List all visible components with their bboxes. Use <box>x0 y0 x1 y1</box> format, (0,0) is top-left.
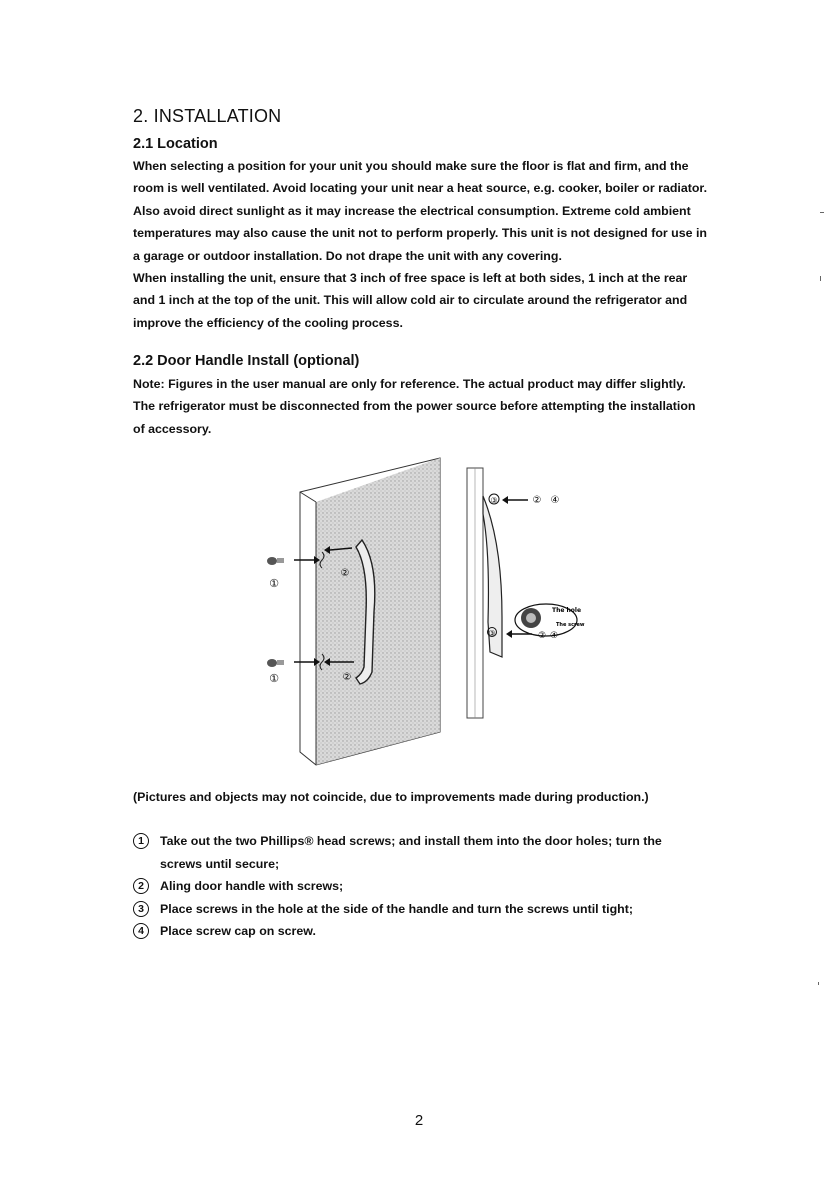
text-line: temperatures may also cause the unit not to perform properly. This unit is not designed for use in <box>133 226 707 241</box>
text-line: improve the efficiency of the cooling process. <box>133 315 403 330</box>
label-1-bottom: ① <box>269 672 279 685</box>
step-number: 1 <box>133 833 149 849</box>
text-line: of accessory. <box>133 421 212 436</box>
step-text: Place screw cap on screw. <box>160 924 316 939</box>
side-view <box>467 468 577 718</box>
step-number: 3 <box>133 901 149 917</box>
text-line: When installing the unit, ensure that 3 inch of free space is left at both sides, 1 inch at the rear <box>133 271 688 286</box>
label-2-bottom: ② <box>342 672 352 683</box>
figure-caption: (Pictures and objects may not coincide, due to improvements made during production.) <box>133 790 649 804</box>
location-title: 2.1 Location <box>133 136 218 152</box>
step-item <box>133 898 753 921</box>
label-1-top: ① <box>269 577 279 590</box>
text-line: Note: Figures in the user manual are only for reference. The actual product may differ slightly. <box>133 377 686 391</box>
text-line: When selecting a position for your unit you should make sure the floor is flat and firm, and the <box>133 159 689 173</box>
section-title: 2. INSTALLATION <box>133 106 282 126</box>
hole-label: The hole <box>552 607 582 614</box>
scan-speck <box>820 276 821 281</box>
step-text: Take out the two Phillips® head screws; and install them into the door holes; turn the <box>160 834 662 848</box>
label-3-side-top: ③ <box>490 496 498 505</box>
step-text: Aling door handle with screws; <box>160 879 344 894</box>
label-4-side-top: ④ <box>550 495 560 506</box>
page-number: 2 <box>414 1112 424 1129</box>
label-3-side-bottom: ③ <box>488 629 496 638</box>
screw-label: The screw <box>556 622 585 628</box>
step-text: screws until secure; <box>160 856 280 871</box>
step-item <box>133 830 753 875</box>
door-handle-paragraph <box>133 373 733 440</box>
installation-steps <box>133 830 753 943</box>
label-2-top: ② <box>340 568 350 579</box>
step-item <box>133 875 753 898</box>
text-line: and 1 inch at the top of the unit. This will allow cold air to circulate around the refrigerator and <box>133 293 688 308</box>
label-2-side-top: ② <box>532 495 542 506</box>
text-line: a garage or outdoor installation. Do not drape the unit with any covering. <box>133 248 562 263</box>
door-handle-diagram <box>250 452 600 772</box>
text-line: Also avoid direct sunlight as it may increase the electrical consumption. Extreme cold ambient <box>133 203 691 218</box>
step-text: Place screws in the hole at the side of the handle and turn the screws until tight; <box>160 901 633 916</box>
step-item <box>133 920 753 943</box>
scan-speck <box>820 212 824 213</box>
step-number: 2 <box>133 878 149 894</box>
location-paragraph <box>133 155 733 334</box>
door-handle-title: 2.2 Door Handle Install (optional) <box>133 353 360 369</box>
label-4-side-bottom: ④ <box>549 631 559 641</box>
scan-speck <box>818 982 819 985</box>
text-line: The refrigerator must be disconnected from the power source before attempting the installation <box>133 399 696 414</box>
text-line: room is well ventilated. Avoid locating your unit near a heat source, e.g. cooker, boiler or radiator. <box>133 181 708 196</box>
step-number: 4 <box>133 923 149 939</box>
label-2-side-bottom: ② <box>537 631 547 641</box>
